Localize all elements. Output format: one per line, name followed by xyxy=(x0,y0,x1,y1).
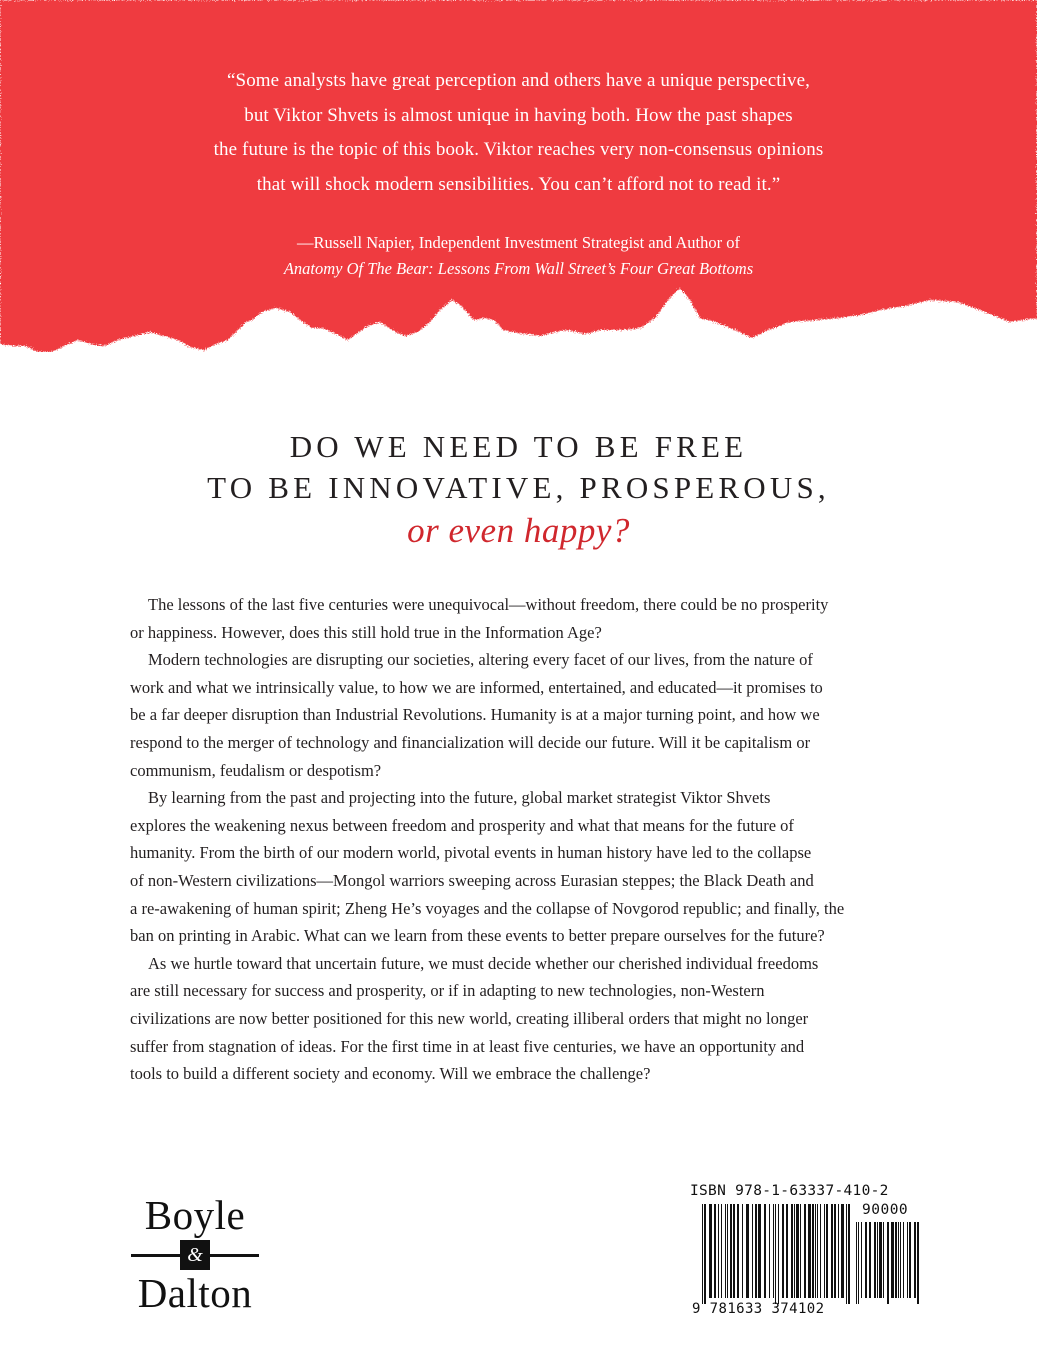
body-paragraph xyxy=(130,950,910,1088)
body-line: As we hurtle toward that uncertain future, we must decide whether our cherished individual freedoms xyxy=(148,953,819,973)
barcode-bar xyxy=(846,1204,847,1304)
barcode-bar xyxy=(874,1222,876,1298)
barcode-bar xyxy=(755,1204,757,1298)
barcode-bar xyxy=(804,1204,806,1298)
barcode-bar xyxy=(824,1204,825,1298)
barcode-bar xyxy=(742,1204,743,1298)
book-description xyxy=(130,591,910,1088)
barcode-bar xyxy=(773,1204,774,1298)
body-line: By learning from the past and projecting into the future, global market strategist Viktor Shvets xyxy=(148,788,771,808)
barcode-bar xyxy=(714,1204,716,1298)
isbn-label: ISBN 978-1-63337-410-2 xyxy=(690,1183,889,1199)
barcode-bar xyxy=(769,1204,770,1298)
barcode-bar xyxy=(800,1204,801,1298)
barcode-bar xyxy=(826,1204,828,1298)
publisher-ampersand: & xyxy=(180,1240,210,1270)
barcode-bar xyxy=(856,1222,857,1304)
barcode-bar xyxy=(917,1222,919,1304)
barcode-bar xyxy=(796,1204,799,1298)
barcode-bar xyxy=(841,1204,844,1298)
barcode-bar xyxy=(865,1222,867,1298)
barcode-bar xyxy=(812,1204,814,1298)
barcode-bar xyxy=(869,1222,871,1298)
body-line: or happiness. However, does this still hold true in the Information Age? xyxy=(130,622,602,642)
quote-line: the future is the topic of this book. Viktor reaches very non-consensus opinions xyxy=(213,139,824,160)
quote-attribution xyxy=(0,230,1037,282)
barcode-bar xyxy=(730,1204,732,1298)
body-line: ban on printing in Arabic. What can we learn from these events to better prepare ourselves for the future? xyxy=(130,926,825,946)
barcode-bar xyxy=(848,1204,850,1304)
barcode-bar xyxy=(709,1204,712,1298)
barcode-bar xyxy=(786,1204,788,1298)
body-paragraph xyxy=(130,784,910,950)
body-line: a re-awakening of human spirit; Zheng He’s voyages and the collapse of Novgorod republic; and finally, the xyxy=(130,898,845,918)
barcode-bar xyxy=(775,1204,776,1304)
body-line: work and what we intrinsically value, to how we are informed, entertained, and educated—it promises to xyxy=(130,677,823,697)
barcode-bar xyxy=(808,1204,811,1298)
barcode-bar xyxy=(838,1204,839,1298)
body-line: respond to the merger of technology and financialization will decide our future. Will it be capitalism or xyxy=(130,732,811,752)
barcode-bar xyxy=(746,1204,749,1298)
body-line: explores the weakening nexus between freedom and prosperity and what that means for the future of xyxy=(130,815,794,835)
body-line: are still necessary for success and prosperity, or if in adapting to new technologies, non-Western xyxy=(130,981,765,1001)
barcode-bar xyxy=(718,1204,719,1298)
quote-line: that will shock modern sensibilities. You can’t afford not to read it.” xyxy=(256,173,781,195)
body-line: of non-Western civilizations—Mongol warriors sweeping across Eurasian steppes; the Black Death and xyxy=(130,870,814,890)
body-line: tools to build a different society and economy. Will we embrace the challenge? xyxy=(130,1064,651,1084)
publisher-ampersand-row xyxy=(131,1238,259,1272)
endorsement-quote xyxy=(0,64,1037,202)
barcode-bar xyxy=(782,1204,784,1298)
headline-line-1: DO WE NEED TO BE FREE xyxy=(289,429,748,464)
barcode-bar xyxy=(778,1204,779,1304)
ean-digits: 9 781633 374102 xyxy=(692,1301,825,1317)
body-line: humanity. From the birth of our modern world, pivotal events in human history have led to the collapse xyxy=(130,843,812,863)
body-line: be a far deeper disruption than Industrial Revolutions. Humanity is at a major turning point, and how we xyxy=(130,705,820,725)
barcode-bar xyxy=(898,1222,899,1298)
barcode-bar xyxy=(879,1222,882,1298)
barcode-bar xyxy=(909,1222,911,1298)
price-code: 90000 xyxy=(862,1202,909,1218)
barcode-bar xyxy=(752,1204,753,1298)
barcode-bar xyxy=(758,1204,761,1298)
publisher-name-top: Boyle xyxy=(144,1192,246,1238)
barcode-bar xyxy=(725,1204,726,1298)
barcode-bar xyxy=(903,1222,904,1298)
quote-line: “Some analysts have great perception and others have a unique perspective, xyxy=(227,70,810,91)
body-line: civilizations are now better positioned for this new world, creating illiberal orders that might no longer xyxy=(130,1008,809,1028)
body-line: communism, feudalism or despotism? xyxy=(130,760,382,780)
barcode-bar xyxy=(883,1222,884,1298)
barcode-bar xyxy=(815,1204,816,1298)
headline-line-2: TO BE INNOVATIVE, PROSPEROUS, xyxy=(207,470,830,505)
barcode-bar xyxy=(858,1222,859,1304)
barcode-bar xyxy=(891,1222,894,1298)
barcode-bar xyxy=(900,1222,901,1298)
barcode-bar xyxy=(907,1222,908,1298)
attribution-author: —Russell Napier, Independent Investment Strategist and Author of xyxy=(297,233,740,252)
headline xyxy=(0,426,1037,554)
body-line: suffer from stagnation of ideas. For the first time in at least five centuries, we have an opportunity and xyxy=(130,1036,805,1056)
barcode-bar xyxy=(820,1204,821,1298)
headline-accent: or even happy? xyxy=(407,511,630,550)
barcode-bar xyxy=(861,1222,862,1298)
body-paragraph xyxy=(130,591,910,646)
attribution-book-title: Anatomy Of The Bear: Lessons From Wall Street’s Four Great Bottoms xyxy=(283,259,754,278)
barcode-bar xyxy=(737,1204,739,1298)
body-paragraph xyxy=(130,646,910,784)
barcode-bar xyxy=(764,1204,766,1298)
publisher-name-bottom: Dalton xyxy=(137,1270,253,1316)
barcode-bar xyxy=(791,1204,793,1298)
publisher-logo xyxy=(131,1192,259,1314)
barcode-bar xyxy=(704,1204,706,1304)
body-line: The lessons of the last five centuries were unequivocal—without freedom, there could be no prosperity xyxy=(148,595,829,614)
barcode-bar xyxy=(831,1204,833,1298)
barcode-bar xyxy=(914,1222,916,1298)
barcode-bar xyxy=(834,1204,836,1298)
barcode-bar xyxy=(733,1204,735,1298)
barcode-bar xyxy=(794,1204,795,1298)
barcode-bar xyxy=(895,1222,897,1298)
body-line: Modern technologies are disrupting our societies, altering every facet of our lives, from the nature of xyxy=(148,650,813,670)
barcode-bar xyxy=(817,1204,818,1298)
barcode-bar xyxy=(721,1204,722,1298)
barcode-bar xyxy=(887,1222,889,1304)
quote-line: but Viktor Shvets is almost unique in having both. How the past shapes xyxy=(244,104,793,126)
barcode-bar xyxy=(877,1222,878,1298)
barcode-bar xyxy=(702,1204,703,1304)
barcode-bar xyxy=(727,1204,728,1298)
isbn-barcode xyxy=(684,1180,924,1325)
